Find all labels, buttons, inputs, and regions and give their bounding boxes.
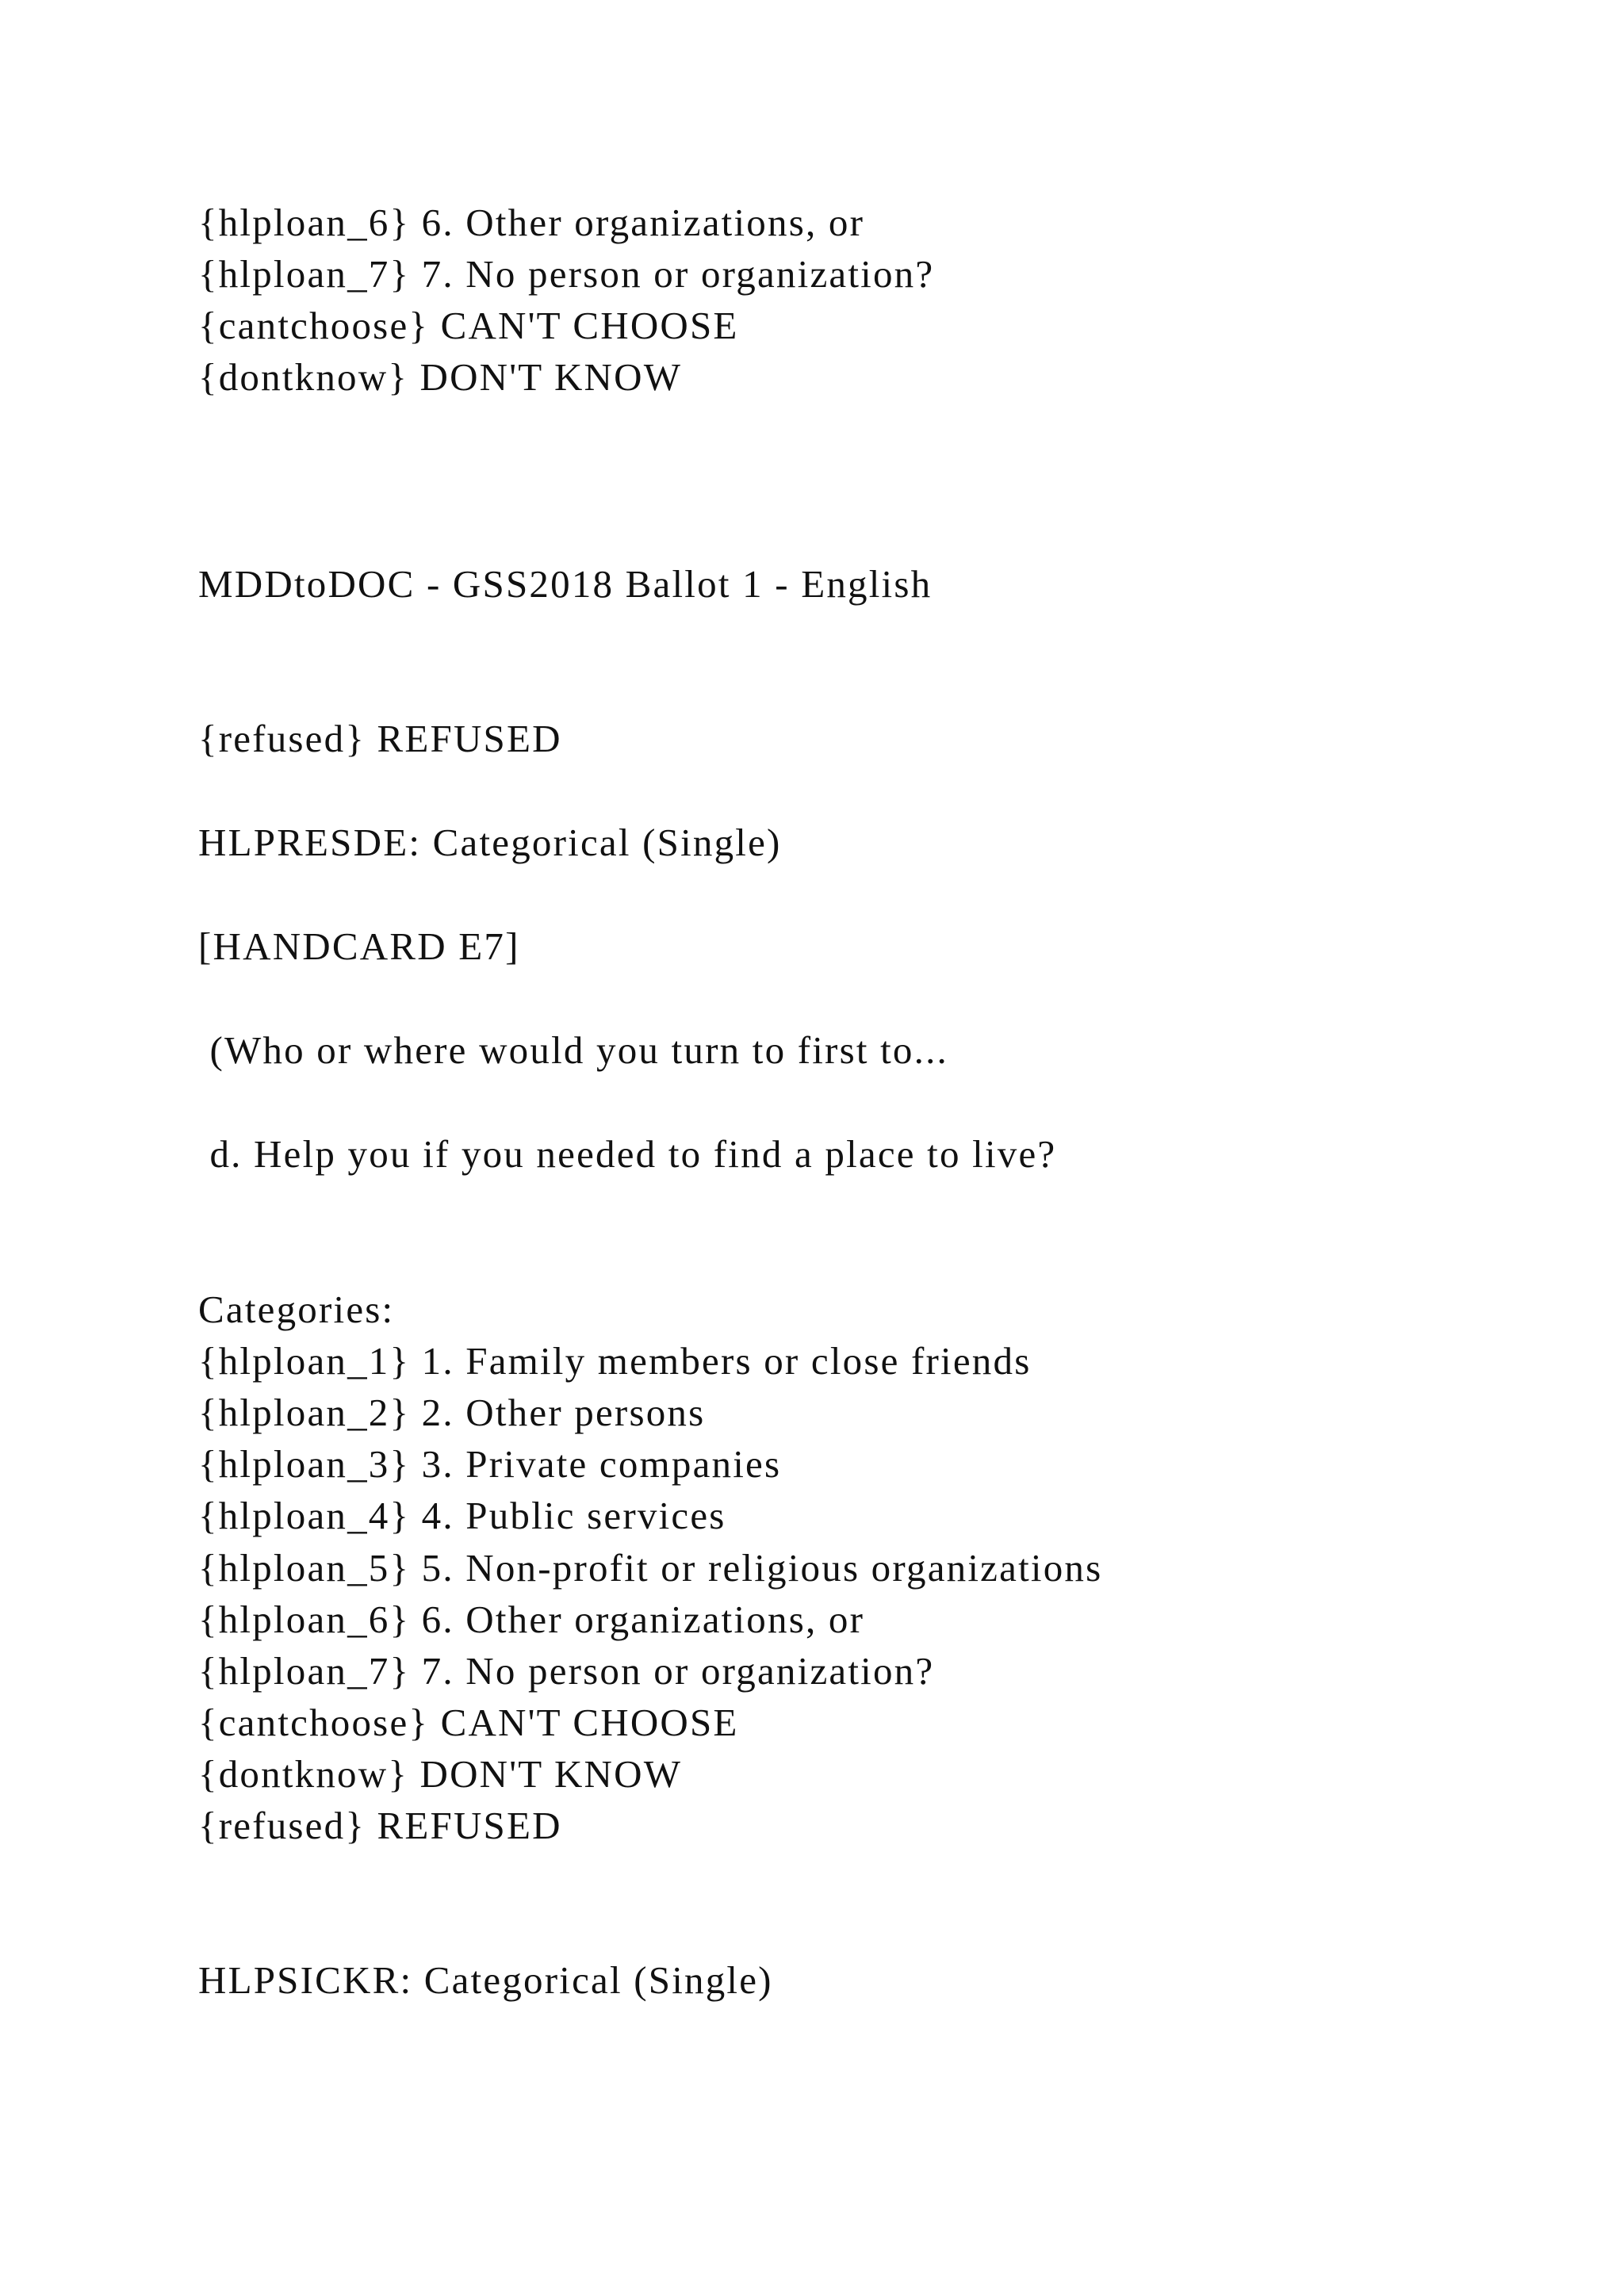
prompt-intro: (Who or where would you turn to first to... xyxy=(198,1028,948,1072)
top-block-line-1: {hlploan_6} 6. Other organizations, or xyxy=(198,201,865,244)
refused-line: {refused} REFUSED xyxy=(198,717,562,760)
category-item: {hlploan_3} 3. Private companies xyxy=(198,1442,782,1486)
question-id: HLPRESDE: Categorical (Single) xyxy=(198,821,782,864)
category-item: {hlploan_7} 7. No person or organization? xyxy=(198,1649,935,1693)
category-item: {hlploan_4} 4. Public services xyxy=(198,1494,726,1537)
page-header: MDDtoDOC - GSS2018 Ballot 1 - English xyxy=(198,562,933,606)
prompt-item: d. Help you if you needed to find a place to live? xyxy=(198,1132,1057,1176)
category-item: {hlploan_2} 2. Other persons xyxy=(198,1391,706,1434)
categories-label: Categories: xyxy=(198,1288,395,1331)
next-question-id: HLPSICKR: Categorical (Single) xyxy=(198,1958,773,2002)
category-item: {hlploan_5} 5. Non-profit or religious organizations xyxy=(198,1546,1103,1590)
category-item: {cantchoose} CAN'T CHOOSE xyxy=(198,1701,739,1744)
category-item: {refused} REFUSED xyxy=(198,1804,562,1847)
handcard-label: [HANDCARD E7] xyxy=(198,924,520,968)
category-item: {hlploan_1} 1. Family members or close friends xyxy=(198,1339,1032,1383)
top-block-line-3: {cantchoose} CAN'T CHOOSE xyxy=(198,304,739,347)
category-item: {hlploan_6} 6. Other organizations, or xyxy=(198,1598,865,1641)
top-block-line-4: {dontknow} DON'T KNOW xyxy=(198,355,683,399)
top-block-line-2: {hlploan_7} 7. No person or organization? xyxy=(198,252,935,296)
category-item: {dontknow} DON'T KNOW xyxy=(198,1752,683,1796)
